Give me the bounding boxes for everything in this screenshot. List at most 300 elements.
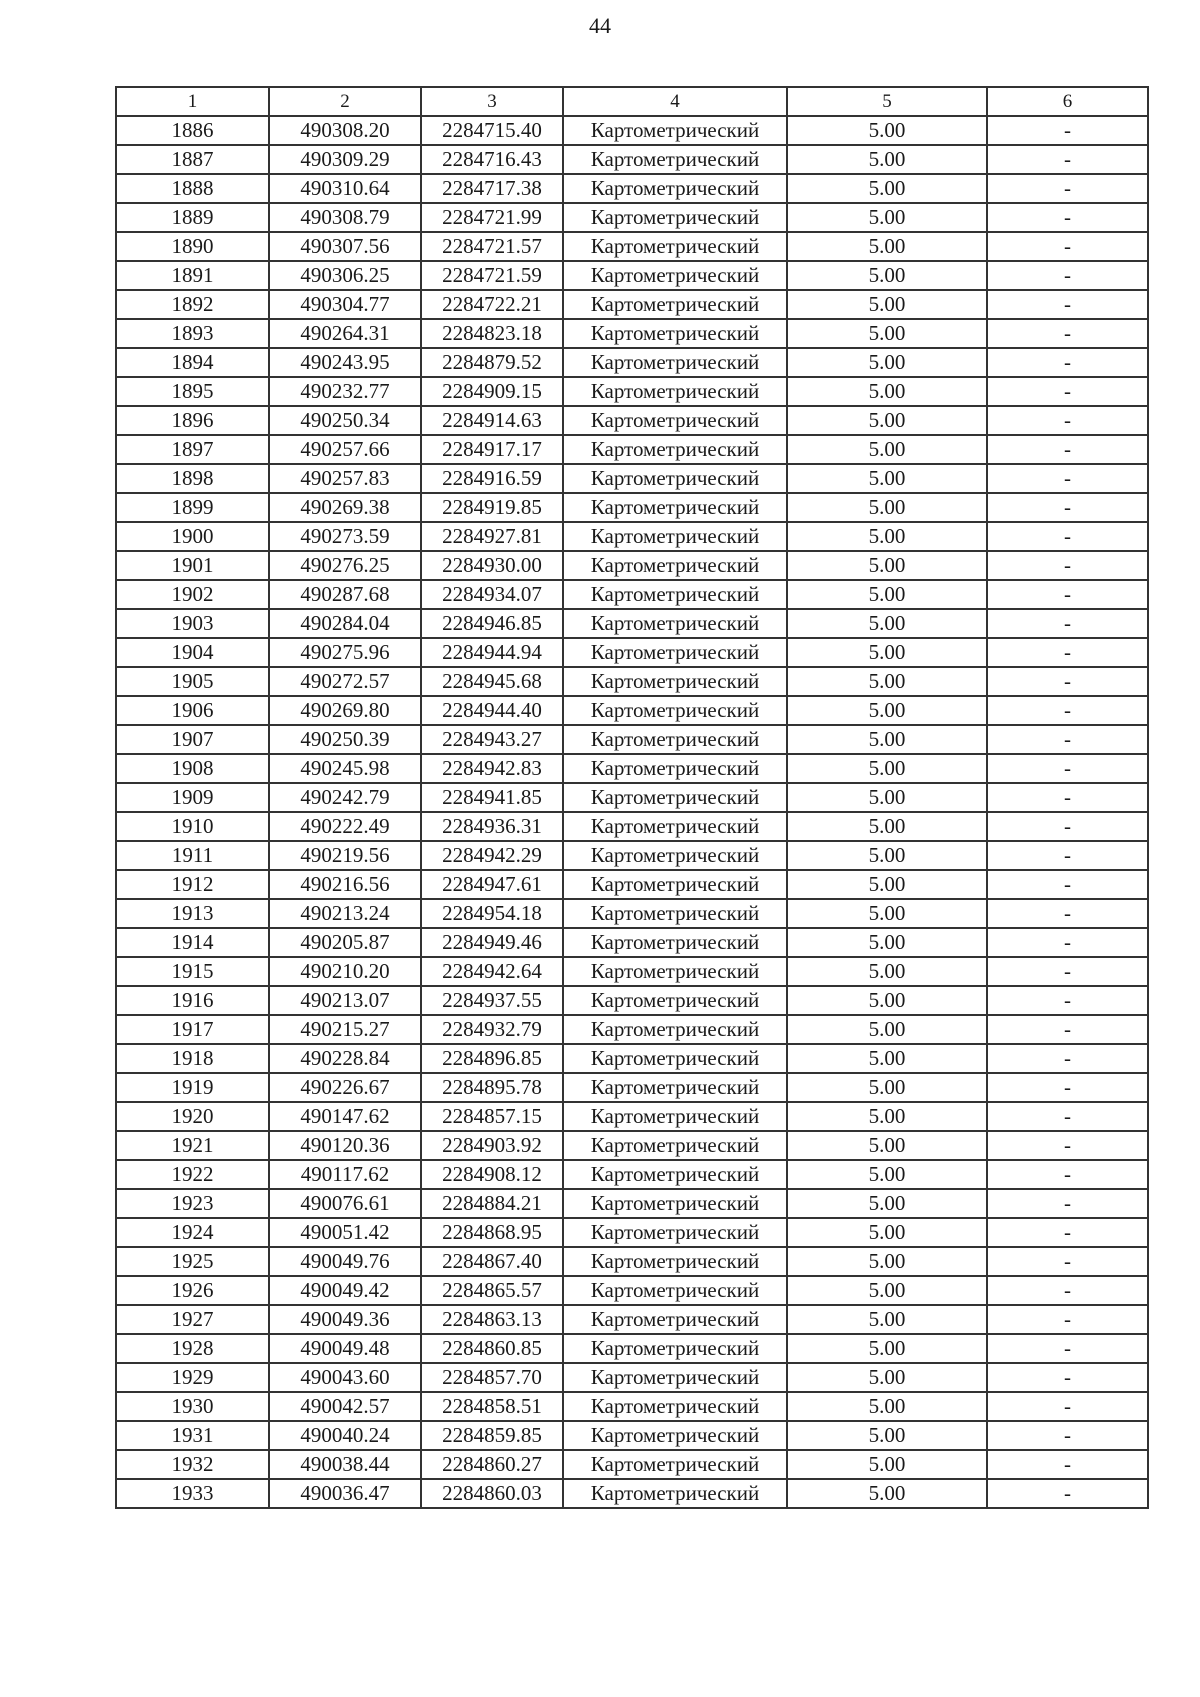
- cell-y: 2284860.27: [421, 1450, 563, 1479]
- cell-x: 490250.34: [269, 406, 421, 435]
- cell-point-number: 1888: [116, 174, 269, 203]
- cell-method: Картометрический: [563, 1247, 787, 1276]
- cell-method: Картометрический: [563, 1276, 787, 1305]
- cell-method: Картометрический: [563, 1305, 787, 1334]
- cell-y: 2284917.17: [421, 435, 563, 464]
- cell-accuracy: 5.00: [787, 1218, 987, 1247]
- cell-accuracy: 5.00: [787, 1160, 987, 1189]
- cell-x: 490250.39: [269, 725, 421, 754]
- cell-method: Картометрический: [563, 870, 787, 899]
- cell-accuracy: 5.00: [787, 145, 987, 174]
- header-cell-y: 3: [421, 87, 563, 116]
- cell-point-number: 1921: [116, 1131, 269, 1160]
- table-row: [116, 174, 1148, 203]
- cell-x: 490076.61: [269, 1189, 421, 1218]
- cell-y: 2284857.15: [421, 1102, 563, 1131]
- table-row: [116, 696, 1148, 725]
- cell-y: 2284715.40: [421, 116, 563, 145]
- cell-method: Картометрический: [563, 609, 787, 638]
- cell-description: -: [987, 406, 1148, 435]
- cell-y: 2284919.85: [421, 493, 563, 522]
- cell-method: Картометрический: [563, 725, 787, 754]
- cell-y: 2284941.85: [421, 783, 563, 812]
- header-cell-description: 6: [987, 87, 1148, 116]
- cell-accuracy: 5.00: [787, 1421, 987, 1450]
- cell-method: Картометрический: [563, 667, 787, 696]
- table-row: [116, 725, 1148, 754]
- cell-accuracy: 5.00: [787, 348, 987, 377]
- cell-method: Картометрический: [563, 1421, 787, 1450]
- cell-x: 490222.49: [269, 812, 421, 841]
- cell-x: 490308.20: [269, 116, 421, 145]
- cell-x: 490040.24: [269, 1421, 421, 1450]
- cell-point-number: 1917: [116, 1015, 269, 1044]
- cell-accuracy: 5.00: [787, 435, 987, 464]
- cell-method: Картометрический: [563, 145, 787, 174]
- cell-point-number: 1900: [116, 522, 269, 551]
- cell-point-number: 1906: [116, 696, 269, 725]
- table-row: [116, 290, 1148, 319]
- cell-y: 2284942.29: [421, 841, 563, 870]
- table-row: [116, 1189, 1148, 1218]
- cell-point-number: 1929: [116, 1363, 269, 1392]
- cell-accuracy: 5.00: [787, 1102, 987, 1131]
- cell-accuracy: 5.00: [787, 870, 987, 899]
- cell-method: Картометрический: [563, 522, 787, 551]
- cell-point-number: 1895: [116, 377, 269, 406]
- cell-accuracy: 5.00: [787, 1189, 987, 1218]
- cell-x: 490309.29: [269, 145, 421, 174]
- cell-description: -: [987, 957, 1148, 986]
- table-row: [116, 348, 1148, 377]
- cell-y: 2284945.68: [421, 667, 563, 696]
- table-row: [116, 609, 1148, 638]
- cell-description: -: [987, 1015, 1148, 1044]
- cell-accuracy: 5.00: [787, 783, 987, 812]
- cell-method: Картометрический: [563, 261, 787, 290]
- cell-description: -: [987, 899, 1148, 928]
- cell-accuracy: 5.00: [787, 261, 987, 290]
- cell-y: 2284859.85: [421, 1421, 563, 1450]
- table-row: [116, 435, 1148, 464]
- header-row: [116, 87, 1148, 116]
- table-row: [116, 1131, 1148, 1160]
- cell-x: 490257.83: [269, 464, 421, 493]
- cell-description: -: [987, 464, 1148, 493]
- cell-description: -: [987, 696, 1148, 725]
- cell-accuracy: 5.00: [787, 377, 987, 406]
- table-row: [116, 203, 1148, 232]
- cell-x: 490257.66: [269, 435, 421, 464]
- cell-method: Картометрический: [563, 957, 787, 986]
- cell-x: 490117.62: [269, 1160, 421, 1189]
- cell-x: 490310.64: [269, 174, 421, 203]
- cell-point-number: 1887: [116, 145, 269, 174]
- cell-x: 490036.47: [269, 1479, 421, 1508]
- cell-point-number: 1902: [116, 580, 269, 609]
- header-cell-method: 4: [563, 87, 787, 116]
- cell-x: 490269.80: [269, 696, 421, 725]
- cell-description: -: [987, 1334, 1148, 1363]
- table-row: [116, 1421, 1148, 1450]
- cell-point-number: 1920: [116, 1102, 269, 1131]
- cell-y: 2284896.85: [421, 1044, 563, 1073]
- cell-y: 2284954.18: [421, 899, 563, 928]
- table-row: [116, 145, 1148, 174]
- cell-y: 2284721.57: [421, 232, 563, 261]
- table-row: [116, 1276, 1148, 1305]
- cell-description: -: [987, 1160, 1148, 1189]
- table-row: [116, 580, 1148, 609]
- cell-accuracy: 5.00: [787, 1479, 987, 1508]
- cell-y: 2284903.92: [421, 1131, 563, 1160]
- cell-x: 490120.36: [269, 1131, 421, 1160]
- cell-point-number: 1901: [116, 551, 269, 580]
- cell-x: 490210.20: [269, 957, 421, 986]
- cell-method: Картометрический: [563, 783, 787, 812]
- cell-method: Картометрический: [563, 1102, 787, 1131]
- cell-y: 2284721.99: [421, 203, 563, 232]
- cell-x: 490273.59: [269, 522, 421, 551]
- cell-point-number: 1909: [116, 783, 269, 812]
- cell-description: -: [987, 841, 1148, 870]
- cell-point-number: 1899: [116, 493, 269, 522]
- cell-y: 2284916.59: [421, 464, 563, 493]
- cell-point-number: 1903: [116, 609, 269, 638]
- cell-y: 2284944.94: [421, 638, 563, 667]
- cell-point-number: 1911: [116, 841, 269, 870]
- cell-accuracy: 5.00: [787, 1363, 987, 1392]
- table-row: [116, 1334, 1148, 1363]
- cell-method: Картометрический: [563, 812, 787, 841]
- cell-method: Картометрический: [563, 1044, 787, 1073]
- cell-x: 490243.95: [269, 348, 421, 377]
- cell-point-number: 1919: [116, 1073, 269, 1102]
- cell-accuracy: 5.00: [787, 1131, 987, 1160]
- cell-point-number: 1916: [116, 986, 269, 1015]
- cell-point-number: 1904: [116, 638, 269, 667]
- cell-description: -: [987, 1421, 1148, 1450]
- header-cell-accuracy: 5: [787, 87, 987, 116]
- cell-y: 2284942.64: [421, 957, 563, 986]
- cell-accuracy: 5.00: [787, 1015, 987, 1044]
- cell-accuracy: 5.00: [787, 899, 987, 928]
- cell-description: -: [987, 551, 1148, 580]
- cell-x: 490272.57: [269, 667, 421, 696]
- cell-y: 2284908.12: [421, 1160, 563, 1189]
- cell-description: -: [987, 1479, 1148, 1508]
- cell-y: 2284823.18: [421, 319, 563, 348]
- cell-accuracy: 5.00: [787, 406, 987, 435]
- cell-accuracy: 5.00: [787, 1334, 987, 1363]
- cell-y: 2284868.95: [421, 1218, 563, 1247]
- cell-y: 2284914.63: [421, 406, 563, 435]
- cell-point-number: 1907: [116, 725, 269, 754]
- cell-description: -: [987, 145, 1148, 174]
- coordinates-table: [115, 86, 1149, 1509]
- cell-description: -: [987, 986, 1148, 1015]
- cell-method: Картометрический: [563, 841, 787, 870]
- cell-method: Картометрический: [563, 290, 787, 319]
- cell-accuracy: 5.00: [787, 1073, 987, 1102]
- cell-description: -: [987, 1247, 1148, 1276]
- cell-accuracy: 5.00: [787, 638, 987, 667]
- cell-method: Картометрический: [563, 406, 787, 435]
- cell-accuracy: 5.00: [787, 116, 987, 145]
- cell-x: 490205.87: [269, 928, 421, 957]
- cell-description: -: [987, 638, 1148, 667]
- table-header: [116, 87, 1148, 116]
- cell-x: 490308.79: [269, 203, 421, 232]
- cell-method: Картометрический: [563, 928, 787, 957]
- cell-description: -: [987, 609, 1148, 638]
- cell-x: 490228.84: [269, 1044, 421, 1073]
- cell-x: 490226.67: [269, 1073, 421, 1102]
- cell-point-number: 1893: [116, 319, 269, 348]
- cell-x: 490306.25: [269, 261, 421, 290]
- cell-point-number: 1926: [116, 1276, 269, 1305]
- cell-description: -: [987, 203, 1148, 232]
- cell-point-number: 1898: [116, 464, 269, 493]
- cell-y: 2284717.38: [421, 174, 563, 203]
- cell-y: 2284943.27: [421, 725, 563, 754]
- cell-point-number: 1892: [116, 290, 269, 319]
- cell-description: -: [987, 1305, 1148, 1334]
- cell-accuracy: 5.00: [787, 725, 987, 754]
- cell-accuracy: 5.00: [787, 957, 987, 986]
- cell-accuracy: 5.00: [787, 1450, 987, 1479]
- cell-y: 2284936.31: [421, 812, 563, 841]
- cell-x: 490264.31: [269, 319, 421, 348]
- table-row: [116, 1102, 1148, 1131]
- cell-method: Картометрический: [563, 319, 787, 348]
- cell-y: 2284879.52: [421, 348, 563, 377]
- cell-point-number: 1897: [116, 435, 269, 464]
- cell-description: -: [987, 754, 1148, 783]
- cell-y: 2284944.40: [421, 696, 563, 725]
- table-row: [116, 1363, 1148, 1392]
- cell-description: -: [987, 1102, 1148, 1131]
- cell-point-number: 1931: [116, 1421, 269, 1450]
- cell-y: 2284949.46: [421, 928, 563, 957]
- cell-accuracy: 5.00: [787, 754, 987, 783]
- cell-x: 490213.24: [269, 899, 421, 928]
- cell-description: -: [987, 1073, 1148, 1102]
- cell-accuracy: 5.00: [787, 1305, 987, 1334]
- cell-accuracy: 5.00: [787, 522, 987, 551]
- cell-y: 2284937.55: [421, 986, 563, 1015]
- cell-y: 2284930.00: [421, 551, 563, 580]
- cell-x: 490269.38: [269, 493, 421, 522]
- cell-method: Картометрический: [563, 899, 787, 928]
- table-row: [116, 986, 1148, 1015]
- cell-method: Картометрический: [563, 1479, 787, 1508]
- cell-y: 2284722.21: [421, 290, 563, 319]
- cell-point-number: 1924: [116, 1218, 269, 1247]
- cell-accuracy: 5.00: [787, 812, 987, 841]
- cell-method: Картометрический: [563, 1334, 787, 1363]
- cell-description: -: [987, 319, 1148, 348]
- cell-method: Картометрический: [563, 1189, 787, 1218]
- cell-method: Картометрический: [563, 232, 787, 261]
- cell-accuracy: 5.00: [787, 1276, 987, 1305]
- cell-method: Картометрический: [563, 696, 787, 725]
- cell-accuracy: 5.00: [787, 580, 987, 609]
- table-row: [116, 1450, 1148, 1479]
- cell-accuracy: 5.00: [787, 290, 987, 319]
- cell-method: Картометрический: [563, 116, 787, 145]
- cell-x: 490232.77: [269, 377, 421, 406]
- cell-accuracy: 5.00: [787, 493, 987, 522]
- cell-description: -: [987, 1189, 1148, 1218]
- cell-point-number: 1894: [116, 348, 269, 377]
- cell-point-number: 1886: [116, 116, 269, 145]
- cell-description: -: [987, 1131, 1148, 1160]
- cell-x: 490215.27: [269, 1015, 421, 1044]
- cell-description: -: [987, 928, 1148, 957]
- cell-point-number: 1933: [116, 1479, 269, 1508]
- cell-y: 2284716.43: [421, 145, 563, 174]
- table-row: [116, 1305, 1148, 1334]
- cell-accuracy: 5.00: [787, 841, 987, 870]
- cell-x: 490245.98: [269, 754, 421, 783]
- cell-point-number: 1927: [116, 1305, 269, 1334]
- cell-y: 2284927.81: [421, 522, 563, 551]
- cell-method: Картометрический: [563, 435, 787, 464]
- cell-point-number: 1923: [116, 1189, 269, 1218]
- cell-point-number: 1928: [116, 1334, 269, 1363]
- table-row: [116, 754, 1148, 783]
- cell-accuracy: 5.00: [787, 609, 987, 638]
- cell-accuracy: 5.00: [787, 551, 987, 580]
- cell-method: Картометрический: [563, 638, 787, 667]
- table-row: [116, 870, 1148, 899]
- cell-method: Картометрический: [563, 348, 787, 377]
- page-number: 44: [589, 13, 611, 38]
- cell-description: -: [987, 1044, 1148, 1073]
- table-row: [116, 899, 1148, 928]
- cell-y: 2284863.13: [421, 1305, 563, 1334]
- table-row: [116, 1479, 1148, 1508]
- header-cell-point-number: 1: [116, 87, 269, 116]
- cell-accuracy: 5.00: [787, 986, 987, 1015]
- cell-description: -: [987, 1450, 1148, 1479]
- cell-y: 2284865.57: [421, 1276, 563, 1305]
- table-row: [116, 638, 1148, 667]
- cell-y: 2284942.83: [421, 754, 563, 783]
- table-row: [116, 1392, 1148, 1421]
- cell-description: -: [987, 348, 1148, 377]
- cell-y: 2284895.78: [421, 1073, 563, 1102]
- cell-description: -: [987, 812, 1148, 841]
- table-row: [116, 667, 1148, 696]
- cell-description: -: [987, 522, 1148, 551]
- cell-x: 490051.42: [269, 1218, 421, 1247]
- cell-accuracy: 5.00: [787, 1247, 987, 1276]
- cell-accuracy: 5.00: [787, 232, 987, 261]
- cell-x: 490284.04: [269, 609, 421, 638]
- cell-description: -: [987, 435, 1148, 464]
- cell-point-number: 1930: [116, 1392, 269, 1421]
- cell-method: Картометрический: [563, 551, 787, 580]
- cell-method: Картометрический: [563, 754, 787, 783]
- cell-description: -: [987, 290, 1148, 319]
- cell-accuracy: 5.00: [787, 696, 987, 725]
- cell-description: -: [987, 870, 1148, 899]
- table-row: [116, 1073, 1148, 1102]
- cell-point-number: 1922: [116, 1160, 269, 1189]
- cell-x: 490147.62: [269, 1102, 421, 1131]
- table-row: [116, 261, 1148, 290]
- cell-y: 2284909.15: [421, 377, 563, 406]
- cell-x: 490049.76: [269, 1247, 421, 1276]
- cell-x: 490038.44: [269, 1450, 421, 1479]
- cell-description: -: [987, 1276, 1148, 1305]
- cell-x: 490287.68: [269, 580, 421, 609]
- table-row: [116, 1218, 1148, 1247]
- cell-accuracy: 5.00: [787, 1044, 987, 1073]
- cell-x: 490216.56: [269, 870, 421, 899]
- cell-description: -: [987, 725, 1148, 754]
- table-row: [116, 957, 1148, 986]
- table-row: [116, 1015, 1148, 1044]
- cell-point-number: 1915: [116, 957, 269, 986]
- cell-y: 2284860.03: [421, 1479, 563, 1508]
- table-body: [116, 116, 1148, 1508]
- cell-description: -: [987, 261, 1148, 290]
- table-row: [116, 1044, 1148, 1073]
- cell-x: 490242.79: [269, 783, 421, 812]
- cell-point-number: 1912: [116, 870, 269, 899]
- table-row: [116, 522, 1148, 551]
- table-row: [116, 406, 1148, 435]
- cell-description: -: [987, 377, 1148, 406]
- cell-method: Картометрический: [563, 1160, 787, 1189]
- cell-y: 2284934.07: [421, 580, 563, 609]
- table-row: [116, 232, 1148, 261]
- cell-accuracy: 5.00: [787, 174, 987, 203]
- cell-accuracy: 5.00: [787, 667, 987, 696]
- cell-x: 490043.60: [269, 1363, 421, 1392]
- cell-y: 2284860.85: [421, 1334, 563, 1363]
- cell-y: 2284867.40: [421, 1247, 563, 1276]
- cell-method: Картометрический: [563, 1450, 787, 1479]
- cell-y: 2284721.59: [421, 261, 563, 290]
- cell-point-number: 1932: [116, 1450, 269, 1479]
- cell-description: -: [987, 1218, 1148, 1247]
- cell-y: 2284946.85: [421, 609, 563, 638]
- cell-method: Картометрический: [563, 377, 787, 406]
- table-row: [116, 493, 1148, 522]
- table-row: [116, 551, 1148, 580]
- cell-method: Картометрический: [563, 1392, 787, 1421]
- cell-y: 2284884.21: [421, 1189, 563, 1218]
- cell-method: Картометрический: [563, 1363, 787, 1392]
- table-row: [116, 928, 1148, 957]
- cell-point-number: 1908: [116, 754, 269, 783]
- cell-method: Картометрический: [563, 493, 787, 522]
- cell-accuracy: 5.00: [787, 319, 987, 348]
- table-row: [116, 783, 1148, 812]
- cell-method: Картометрический: [563, 1131, 787, 1160]
- table-row: [116, 812, 1148, 841]
- table-row: [116, 1160, 1148, 1189]
- cell-x: 490276.25: [269, 551, 421, 580]
- cell-y: 2284858.51: [421, 1392, 563, 1421]
- cell-method: Картометрический: [563, 580, 787, 609]
- cell-method: Картометрический: [563, 464, 787, 493]
- cell-accuracy: 5.00: [787, 203, 987, 232]
